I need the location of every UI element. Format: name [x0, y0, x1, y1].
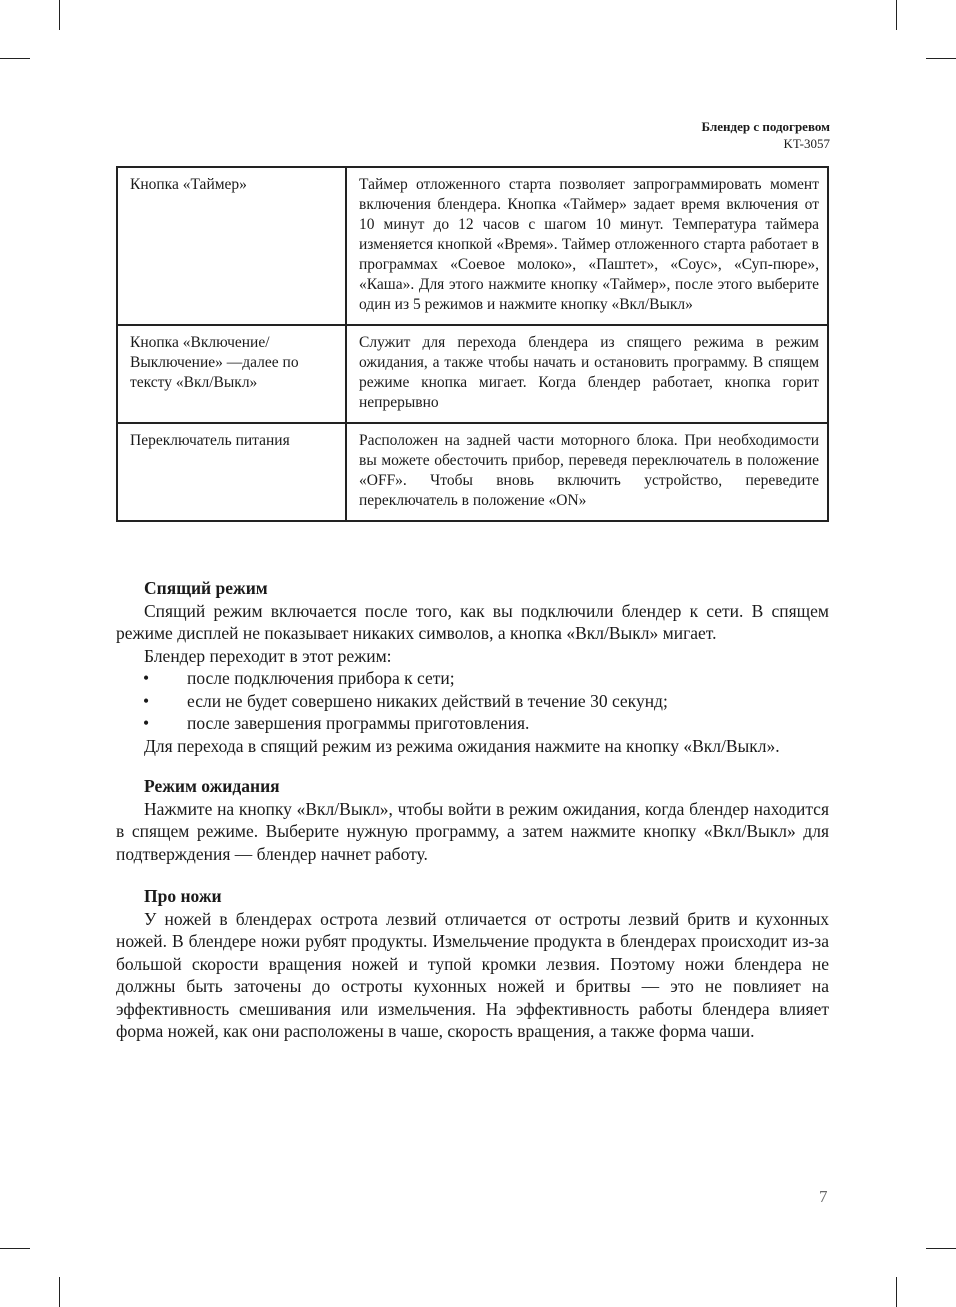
sleep-mode-paragraph: Спящий режим включается после того, как вы подключили блендер к сети. В спящем режиме дисплей не показывает никаких символов, а кнопка «Вкл/Выкл» мигает.: [116, 600, 829, 643]
knives-heading: Про ножи: [144, 886, 222, 906]
standby-section: [116, 775, 829, 865]
table-cell-label: Переключатель питания: [117, 423, 346, 521]
table-row: [117, 167, 828, 325]
sleep-mode-list: [116, 667, 829, 735]
knives-section: [116, 885, 829, 1043]
crop-mark-top-right: [896, 0, 897, 30]
table-cell-label: Кнопка «Включение/Выключение» —далее по тексту «Вкл/Выкл»: [117, 325, 346, 423]
list-item: [116, 690, 829, 713]
crop-mark-top-left-h: [0, 58, 30, 59]
list-item: [116, 667, 829, 690]
crop-mark-bottom-left: [59, 1277, 60, 1307]
list-item-text: после завершения программы приготовления.: [187, 713, 530, 733]
header-title: Блендер с подогревом: [701, 119, 830, 134]
table-cell-desc: Таймер отложенного старта позволяет запрограммировать момент включения блендера. Кнопка «Таймер» задает время включения от 10 минут до 12 часов с шагом 10 минут. Температура таймера изменяется кнопкой «Время». Таймер отложенного старта работает в программах «Соевое молоко», «Паштет», «Соус», «Суп-пюре», «Каша». Для этого нажмите кнопку «Таймер», после этого выберите один из 5 режимов и нажмите кнопку «Вкл/Выкл»: [346, 167, 828, 325]
crop-mark-bottom-right: [896, 1277, 897, 1307]
bullet-icon: •: [143, 690, 150, 711]
standby-heading: Режим ожидания: [144, 776, 280, 796]
page-number: 7: [819, 1187, 828, 1206]
list-item-text: после подключения прибора к сети;: [187, 668, 455, 688]
sleep-mode-section: [116, 577, 829, 757]
bullet-icon: •: [143, 713, 150, 733]
crop-mark-top-left: [59, 0, 60, 30]
crop-mark-bottom-left-h: [0, 1248, 30, 1249]
controls-table: [116, 166, 829, 522]
list-item-text: если не будет совершено никаких действий в течение 30 секунд;: [187, 690, 668, 711]
table-cell-label: Кнопка «Таймер»: [117, 167, 346, 325]
table-row: [117, 423, 828, 521]
table-cell-desc: Расположен на задней части моторного блока. При необходимости вы можете обесточить прибор, переведя переключатель в положение «OFF». Чтобы вновь включить устройство, переведите переключатель в положение «ON»: [346, 423, 828, 521]
knives-paragraph: У ножей в блендерах острота лезвий отличается от остроты лезвий бритв и кухонных ножей. В блендере ножи рубят продукты. Измельчение продукта в блендерах происходит из-за большой скорости вращения ножей и тупой кромки лезвия. Поэтому ножи блендера не должны быть заточены до остроты кухонных ножей и бритвы — это не повлияет на эффективность смешивания или измельчения. На эффективность работы блендера влияет форма ножей, как они расположены в чаше, скорость вращения, а также форма чаши.: [116, 908, 829, 1041]
crop-mark-bottom-right-h: [926, 1248, 956, 1249]
table-row: [117, 325, 828, 423]
sleep-mode-note: Для перехода в спящий режим из режима ожидания нажмите на кнопку «Вкл/Выкл».: [144, 735, 780, 756]
running-header: [702, 118, 830, 152]
sleep-mode-heading: Спящий режим: [144, 578, 268, 598]
standby-paragraph: Нажмите на кнопку «Вкл/Выкл», чтобы войти в режим ожидания, когда блендер находится в спящем режиме. Выберите нужную программу, а затем нажмите кнопку «Вкл/Выкл» для подтверждения — блендер начнет работу.: [116, 798, 829, 864]
bullet-icon: •: [143, 668, 150, 688]
crop-mark-top-right-h: [926, 58, 956, 59]
table-cell-desc: Служит для перехода блендера из спящего режима в режим ожидания, а также чтобы начать и остановить программу. В спящем режиме кнопка мигает. Когда блендер работает, кнопка горит непрерывно: [346, 325, 828, 423]
sleep-mode-intro: Блендер переходит в этот режим:: [144, 645, 392, 666]
list-item: [116, 712, 829, 735]
header-model: KT-3057: [783, 136, 830, 151]
